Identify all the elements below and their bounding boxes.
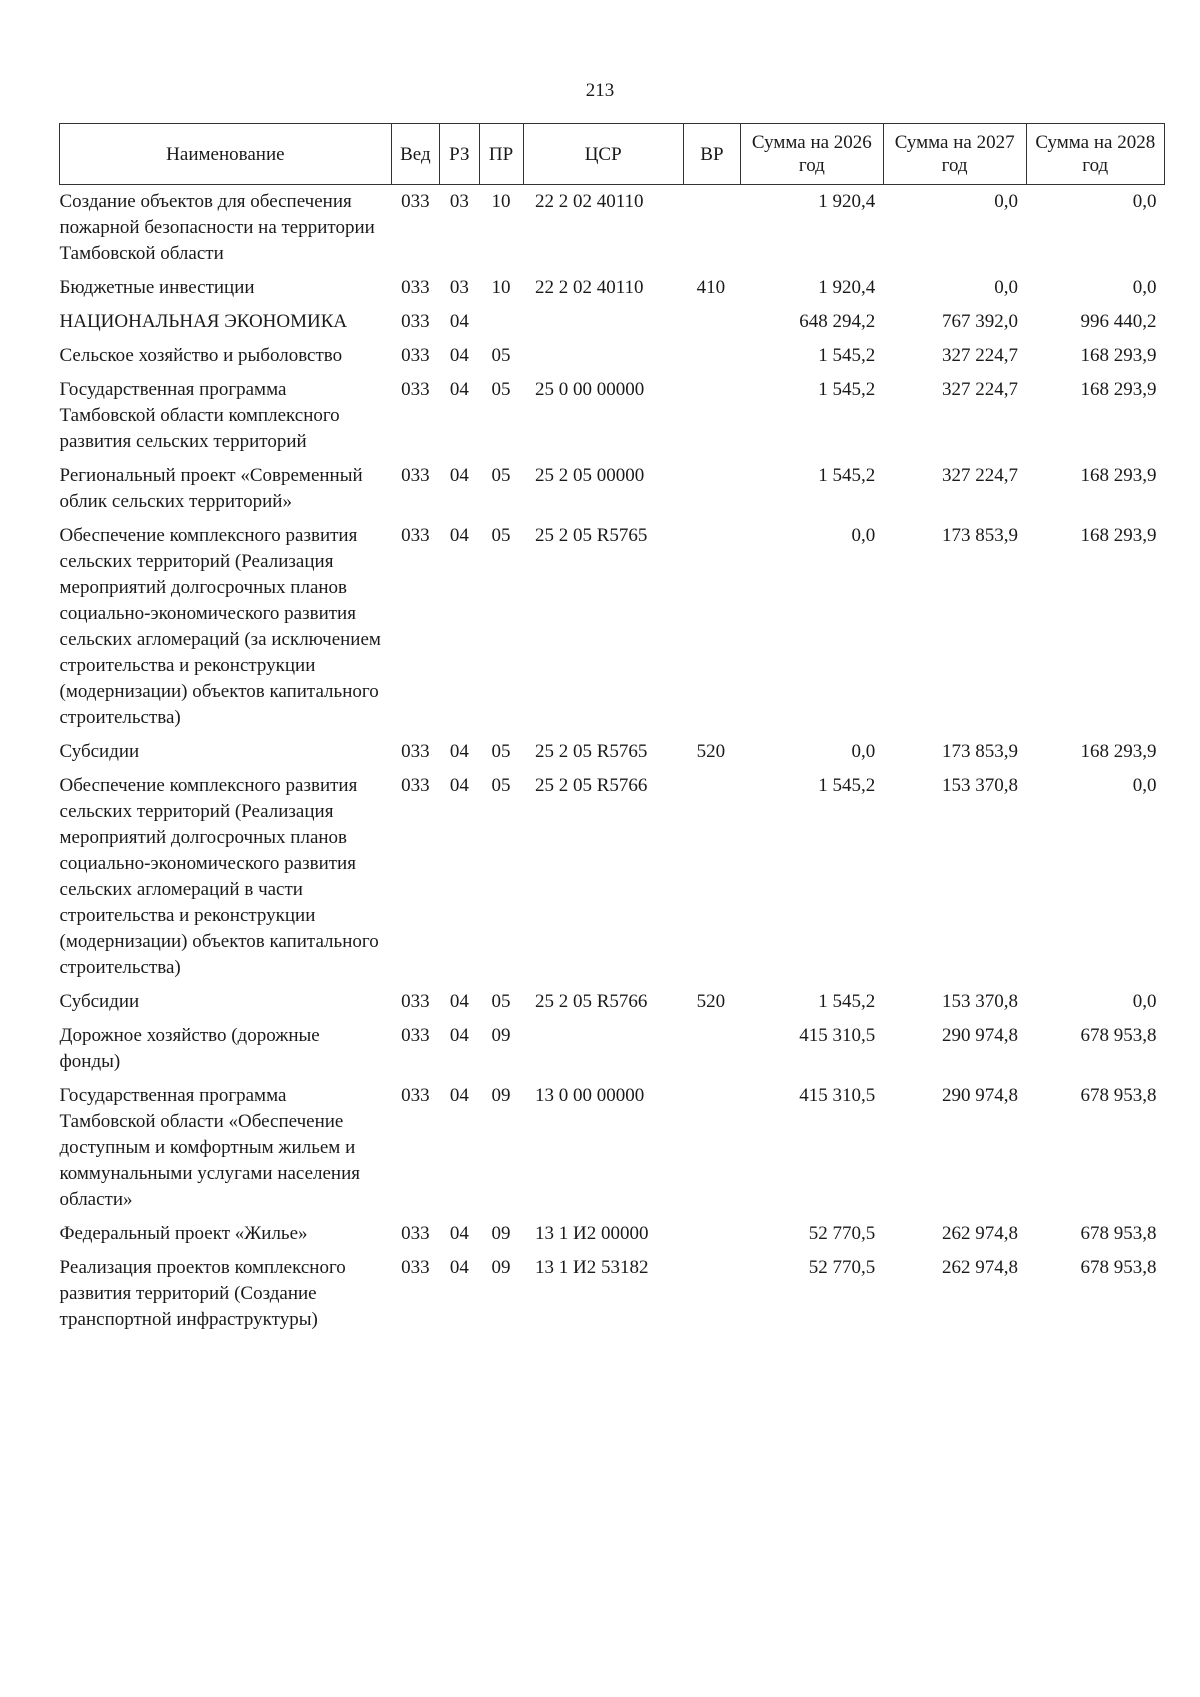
cell-pr: 05 <box>491 465 511 486</box>
cell-csr: 25 2 05 R5765 <box>535 741 648 762</box>
cell-vr <box>683 519 740 735</box>
column-header-ved: Вед <box>391 124 439 185</box>
cell-rz: 04 <box>449 465 469 486</box>
cell-sum-2028: 168 293,9 <box>1080 525 1157 546</box>
cell-vr <box>683 305 740 339</box>
cell-pr: 05 <box>491 345 511 366</box>
column-header-vr: ВР <box>683 124 740 185</box>
table-row <box>60 185 1165 272</box>
cell-sum-2028: 678 953,8 <box>1080 1025 1157 1046</box>
cell-csr <box>523 1019 683 1079</box>
cell-rz: 03 <box>449 277 469 298</box>
cell-sum-2028: 0,0 <box>1132 191 1157 212</box>
cell-name: Обеспечение комплексного развития сельских территорий (Реализация мероприятий долгосрочных планов социально-экономического развития сельских агломераций (за исключением строительства и реконструкции (модернизации) объектов капитального строительства) <box>59 525 381 728</box>
cell-csr: 25 0 00 00000 <box>535 379 645 400</box>
cell-sum-2028: 0,0 <box>1132 277 1157 298</box>
cell-sum-2027: 0,0 <box>994 277 1019 298</box>
cell-ved: 033 <box>401 311 430 332</box>
cell-sum-2027: 173 853,9 <box>942 525 1019 546</box>
cell-rz: 04 <box>449 311 469 332</box>
cell-csr: 25 2 05 R5766 <box>535 775 648 796</box>
table-row <box>60 769 1165 985</box>
cell-sum-2026: 1 545,2 <box>818 345 876 366</box>
cell-sum-2028: 678 953,8 <box>1080 1223 1157 1244</box>
cell-sum-2026: 0,0 <box>851 525 876 546</box>
table-header-row <box>60 124 1165 185</box>
cell-csr: 22 2 02 40110 <box>535 277 644 298</box>
cell-ved: 033 <box>401 345 430 366</box>
cell-pr: 09 <box>491 1085 511 1106</box>
cell-pr: 09 <box>491 1025 511 1046</box>
cell-pr: 09 <box>491 1257 511 1278</box>
cell-ved: 033 <box>401 277 430 298</box>
cell-name: Дорожное хозяйство (дорожные фонды) <box>59 1025 320 1072</box>
cell-pr: 10 <box>491 191 511 212</box>
cell-pr <box>479 305 523 339</box>
cell-csr: 13 0 00 00000 <box>535 1085 645 1106</box>
cell-vr: 520 <box>696 991 726 1012</box>
cell-sum-2027: 327 224,7 <box>942 345 1019 366</box>
column-header-sum-2028: Сумма на 2028 год <box>1026 124 1164 185</box>
cell-name: НАЦИОНАЛЬНАЯ ЭКОНОМИКА <box>59 311 348 332</box>
cell-csr <box>523 305 683 339</box>
cell-rz: 04 <box>449 1257 469 1278</box>
table-body <box>60 185 1165 1338</box>
cell-ved: 033 <box>401 741 430 762</box>
cell-rz: 04 <box>449 379 469 400</box>
cell-sum-2027: 290 974,8 <box>942 1025 1019 1046</box>
cell-vr <box>683 1217 740 1251</box>
table-row <box>60 735 1165 769</box>
table-row <box>60 339 1165 373</box>
cell-vr <box>683 373 740 459</box>
cell-name: Государственная программа Тамбовской области «Обеспечение доступным и комфортным жильем и коммунальными услугами населения области» <box>59 1085 361 1210</box>
cell-sum-2027: 262 974,8 <box>942 1223 1019 1244</box>
column-header-sum-2027: Сумма на 2027 год <box>883 124 1026 185</box>
table-row <box>60 1217 1165 1251</box>
cell-rz: 03 <box>449 191 469 212</box>
cell-name: Обеспечение комплексного развития сельских территорий (Реализация мероприятий долгосрочных планов социально-экономического развития сельских агломераций в части строительства и реконструкции (модернизации) объектов капитального строительства) <box>59 775 379 978</box>
cell-sum-2026: 1 545,2 <box>818 465 876 486</box>
cell-sum-2028: 678 953,8 <box>1080 1257 1157 1278</box>
column-header-rz: РЗ <box>440 124 480 185</box>
cell-name: Субсидии <box>59 741 140 762</box>
cell-csr: 22 2 02 40110 <box>535 191 644 212</box>
cell-sum-2027: 153 370,8 <box>942 775 1019 796</box>
table-row <box>60 1019 1165 1079</box>
cell-sum-2027: 0,0 <box>994 191 1019 212</box>
cell-sum-2028: 0,0 <box>1132 991 1157 1012</box>
table-row <box>60 1079 1165 1217</box>
column-header-name: Наименование <box>60 124 392 185</box>
cell-sum-2026: 52 770,5 <box>808 1223 876 1244</box>
cell-rz: 04 <box>449 1025 469 1046</box>
cell-csr: 13 1 И2 53182 <box>535 1257 649 1278</box>
cell-sum-2026: 1 545,2 <box>818 379 876 400</box>
cell-sum-2028: 678 953,8 <box>1080 1085 1157 1106</box>
cell-name: Сельское хозяйство и рыболовство <box>59 345 343 366</box>
cell-rz: 04 <box>449 345 469 366</box>
table-row <box>60 1251 1165 1337</box>
cell-sum-2026: 648 294,2 <box>799 311 876 332</box>
cell-name: Федеральный проект «Жилье» <box>59 1223 308 1244</box>
cell-sum-2028: 168 293,9 <box>1080 345 1157 366</box>
cell-csr: 25 2 05 R5766 <box>535 991 648 1012</box>
cell-ved: 033 <box>401 775 430 796</box>
table-row <box>60 373 1165 459</box>
cell-name: Бюджетные инвестиции <box>59 277 255 298</box>
cell-name: Государственная программа Тамбовской области комплексного развития сельских территорий <box>59 379 340 452</box>
page-number: 213 <box>585 80 615 101</box>
table-row <box>60 271 1165 305</box>
cell-sum-2026: 1 545,2 <box>818 991 876 1012</box>
cell-sum-2027: 173 853,9 <box>942 741 1019 762</box>
cell-ved: 033 <box>401 991 430 1012</box>
cell-pr: 05 <box>491 741 511 762</box>
cell-rz: 04 <box>449 525 469 546</box>
cell-ved: 033 <box>401 379 430 400</box>
cell-rz: 04 <box>449 775 469 796</box>
cell-vr <box>683 769 740 985</box>
cell-ved: 033 <box>401 525 430 546</box>
cell-rz: 04 <box>449 1085 469 1106</box>
column-header-csr: ЦСР <box>523 124 683 185</box>
cell-ved: 033 <box>401 1223 430 1244</box>
cell-pr: 05 <box>491 379 511 400</box>
cell-csr: 25 2 05 R5765 <box>535 525 648 546</box>
cell-sum-2027: 262 974,8 <box>942 1257 1019 1278</box>
cell-sum-2028: 168 293,9 <box>1080 465 1157 486</box>
cell-rz: 04 <box>449 991 469 1012</box>
cell-vr <box>683 459 740 519</box>
cell-sum-2027: 290 974,8 <box>942 1085 1019 1106</box>
cell-ved: 033 <box>401 191 430 212</box>
cell-ved: 033 <box>401 1025 430 1046</box>
cell-sum-2028: 168 293,9 <box>1080 741 1157 762</box>
budget-table <box>59 123 1165 1337</box>
cell-ved: 033 <box>401 1257 430 1278</box>
cell-sum-2028: 996 440,2 <box>1080 311 1157 332</box>
cell-vr: 520 <box>696 741 726 762</box>
cell-vr <box>683 1019 740 1079</box>
cell-sum-2027: 153 370,8 <box>942 991 1019 1012</box>
cell-sum-2027: 767 392,0 <box>942 311 1019 332</box>
cell-name: Субсидии <box>59 991 140 1012</box>
cell-name: Реализация проектов комплексного развития территорий (Создание транспортной инфраструктуры) <box>59 1257 346 1330</box>
cell-ved: 033 <box>401 465 430 486</box>
cell-sum-2026: 52 770,5 <box>808 1257 876 1278</box>
cell-ved: 033 <box>401 1085 430 1106</box>
cell-sum-2026: 1 920,4 <box>818 277 876 298</box>
cell-name: Региональный проект «Современный облик сельских территорий» <box>59 465 363 512</box>
cell-csr: 25 2 05 00000 <box>535 465 645 486</box>
table-row <box>60 519 1165 735</box>
table-row <box>60 985 1165 1019</box>
cell-sum-2026: 1 545,2 <box>818 775 876 796</box>
cell-vr <box>683 339 740 373</box>
cell-sum-2026: 1 920,4 <box>818 191 876 212</box>
cell-pr: 05 <box>491 991 511 1012</box>
cell-sum-2027: 327 224,7 <box>942 379 1019 400</box>
column-header-sum-2026: Сумма на 2026 год <box>740 124 883 185</box>
cell-pr: 09 <box>491 1223 511 1244</box>
cell-pr: 05 <box>491 775 511 796</box>
cell-vr <box>683 1079 740 1217</box>
cell-csr: 13 1 И2 00000 <box>535 1223 649 1244</box>
cell-vr: 410 <box>696 277 726 298</box>
cell-name: Создание объектов для обеспечения пожарной безопасности на территории Тамбовской области <box>59 191 375 264</box>
column-header-pr: ПР <box>479 124 523 185</box>
cell-pr: 10 <box>491 277 511 298</box>
cell-sum-2027: 327 224,7 <box>942 465 1019 486</box>
cell-sum-2028: 0,0 <box>1132 775 1157 796</box>
table-row <box>60 305 1165 339</box>
cell-csr <box>523 339 683 373</box>
cell-rz: 04 <box>449 1223 469 1244</box>
cell-vr <box>683 185 740 272</box>
cell-vr <box>683 1251 740 1337</box>
cell-rz: 04 <box>449 741 469 762</box>
cell-pr: 05 <box>491 525 511 546</box>
cell-sum-2026: 0,0 <box>851 741 876 762</box>
table-row <box>60 459 1165 519</box>
cell-sum-2028: 168 293,9 <box>1080 379 1157 400</box>
cell-sum-2026: 415 310,5 <box>799 1085 876 1106</box>
cell-sum-2026: 415 310,5 <box>799 1025 876 1046</box>
